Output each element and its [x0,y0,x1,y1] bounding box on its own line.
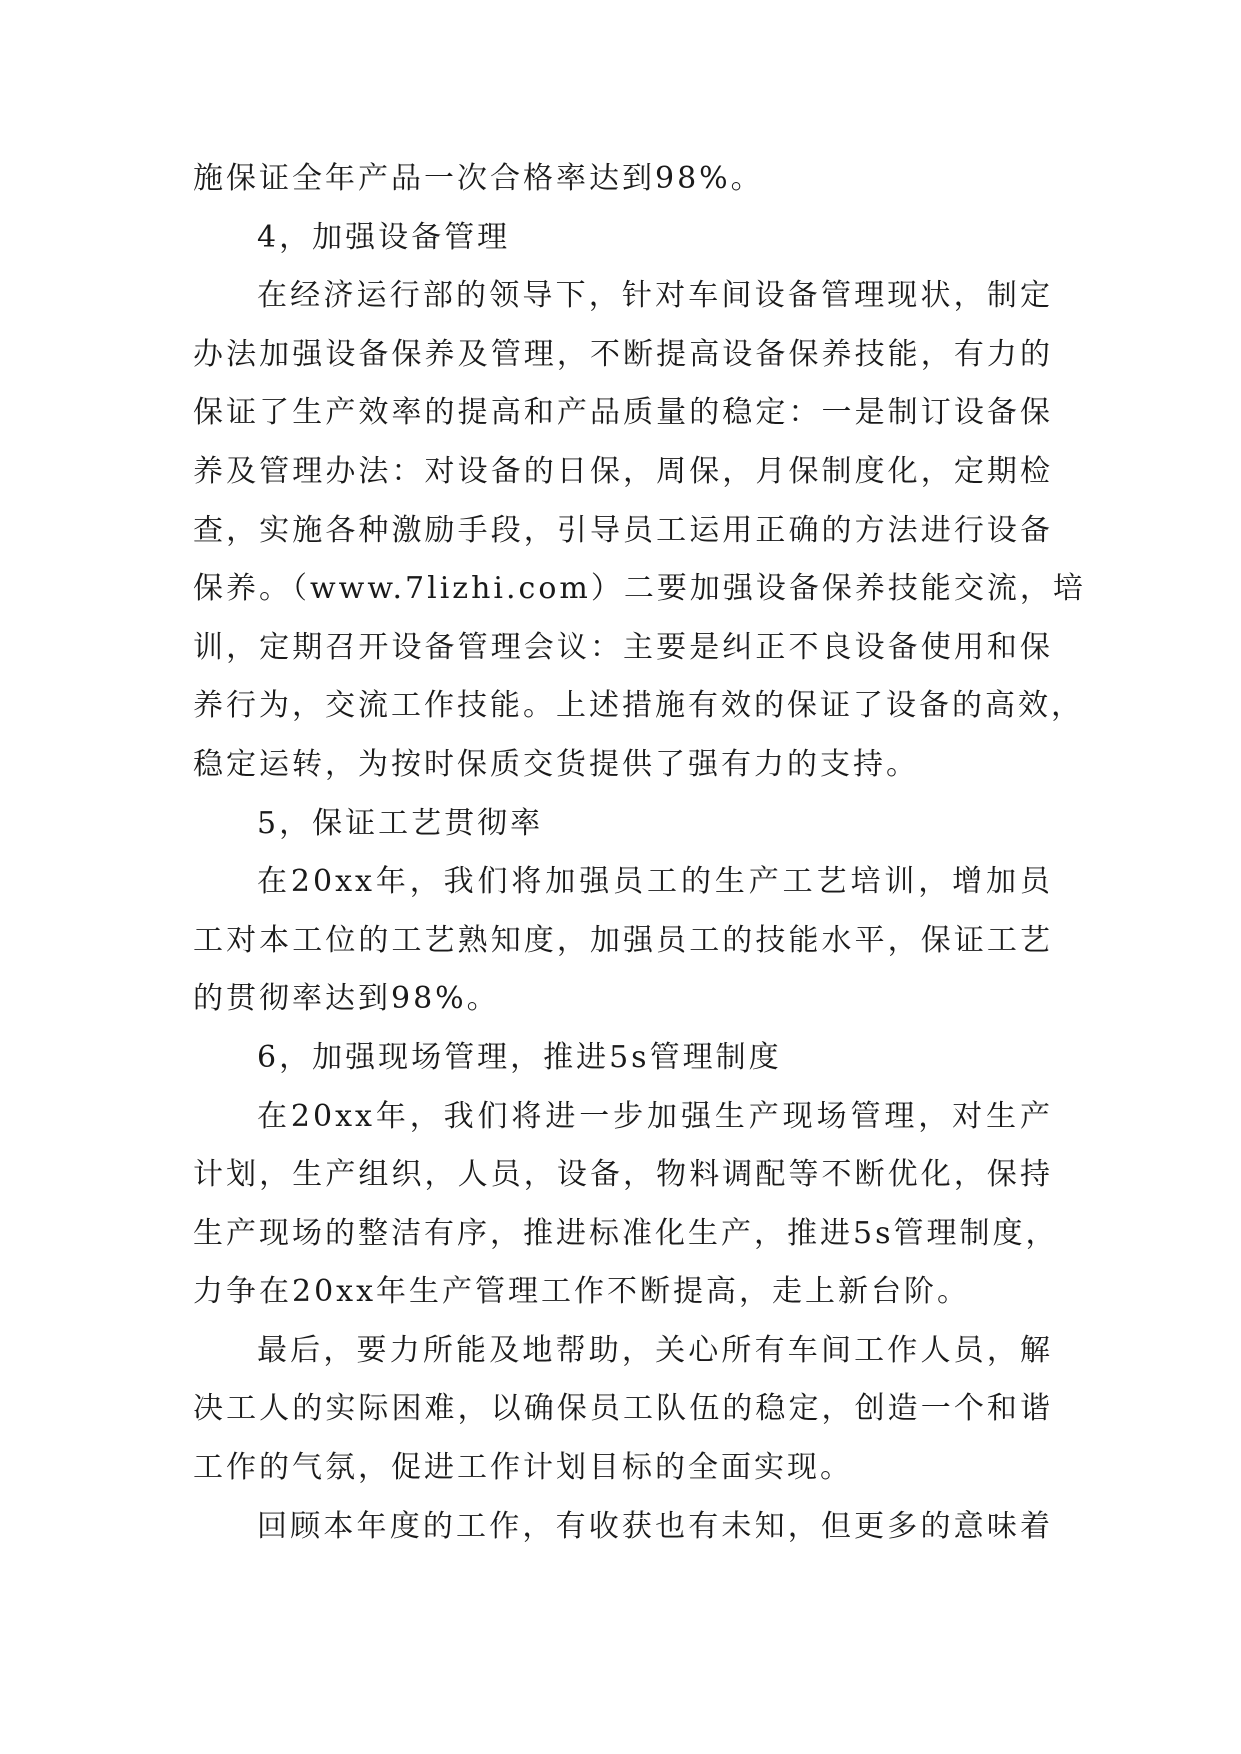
text-line: 的贯彻率达到98%。 [193,981,500,1017]
text-line: 训，定期召开设备管理会议：主要是纠正不良设备使用和保 [193,629,1053,665]
section-heading: 4，加强设备管理 [257,219,511,255]
section-heading: 6，加强现场管理，推进5s管理制度 [257,1039,782,1075]
text-line: 计划，生产组织，人员，设备，物料调配等不断优化，保持 [193,1157,1053,1193]
text-line: 办法加强设备保养及管理，不断提高设备保养技能，有力的 [193,336,1053,372]
text-line: 保证了生产效率的提高和产品质量的稳定：一是制订设备保 [193,395,1053,431]
text-line: 稳定运转，为按时保质交货提供了强有力的支持。 [193,746,919,782]
text-line: 养行为，交流工作技能。上述措施有效的保证了设备的高效， [193,688,1084,724]
text-line: 力争在20xx年生产管理工作不断提高，走上新台阶。 [193,1274,971,1310]
text-line: 在20xx年，我们将进一步加强生产现场管理，对生产 [257,1098,1053,1134]
text-line: 工对本工位的工艺熟知度，加强员工的技能水平，保证工艺 [193,922,1053,958]
text-line: 工作的气氛，促进工作计划目标的全面实现。 [193,1450,853,1486]
text-line: 生产现场的整洁有序，推进标准化生产，推进5s管理制度， [193,1215,1059,1251]
text-line: 保养。（www.7lizhi.com）二要加强设备保养技能交流，培 [193,571,1086,607]
text-line: 决工人的实际困难，以确保员工队伍的稳定，创造一个和谐 [193,1391,1053,1427]
text-line: 查，实施各种激励手段，引导员工运用正确的方法进行设备 [193,512,1053,548]
text-line: 在20xx年，我们将加强员工的生产工艺培训，增加员 [257,864,1053,900]
text-line: 施保证全年产品一次合格率达到98%。 [193,161,764,196]
text-line: 养及管理办法：对设备的日保，周保，月保制度化，定期检 [193,453,1053,489]
text-line: 最后，要力所能及地帮助，关心所有车间工作人员，解 [257,1332,1053,1368]
text-line: 回顾本年度的工作，有收获也有未知，但更多的意味着 [257,1508,1053,1544]
document-body [193,150,1086,1556]
text-line: 在经济运行部的领导下，针对车间设备管理现状，制定 [257,278,1053,314]
section-heading: 5，保证工艺贯彻率 [257,805,544,841]
